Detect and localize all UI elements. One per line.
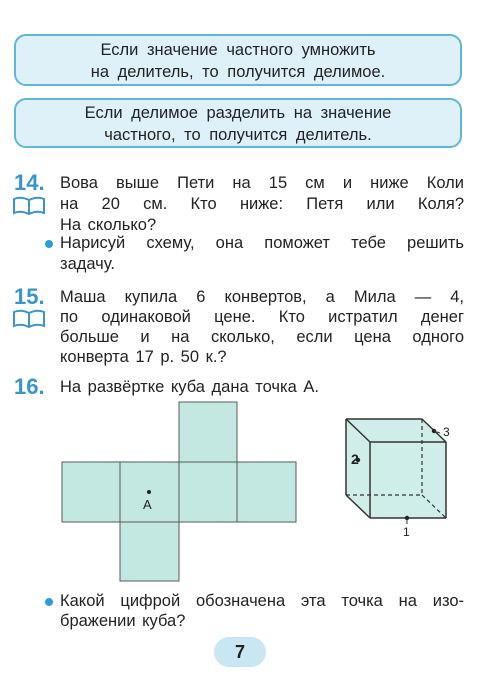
task-14-line-3: На сколько? [60,216,157,234]
task-16-number: 16. [14,374,45,399]
task-15-line-4: конверта 17 р. 50 к.? [60,348,227,366]
task-14-number: 14. [14,170,45,195]
cube-label-2: 2 [351,451,359,467]
task-16-question-line-1: Какой цифрой обозначена эта точка на изо- [60,592,464,610]
task-14-line-1: Вова выше Пети на 15 см и ниже Коли [60,174,464,192]
net-face-far-right [237,462,296,522]
cube-label-1: 1 [403,525,410,539]
task-15-number: 15. [14,284,45,309]
task-14-hint-line-2: задачу. [60,255,115,273]
net-point-label: А [143,497,152,512]
rule-1-line-1: Если значение частного умножить [100,41,376,59]
rule-2-line-1: Если делимое разделить на значение [84,104,392,122]
task-16-line-1: На развёртке куба дана точка А. [60,378,319,396]
net-point-a [147,490,151,494]
rule-1-line-2: на делитель, то получится делимое. [90,63,386,81]
task-16-question-line-2: бражении куба? [60,612,186,630]
task-15-line-3: больше и на сколько, если цена одного [60,328,464,346]
task-15-line-2: по одинаковой цене. Кто истратил денег [60,308,464,326]
page-number: 7 [234,642,245,662]
net-face-right [179,462,237,522]
net-face-left [62,462,120,522]
bullet-dot [45,598,53,606]
cube-label-3: 3 [443,425,450,439]
task-14-line-2: на 20 см. Кто ниже: Петя или Коля? [60,195,464,213]
task-15-line-1: Маша купила 6 конвертов, а Мила — 4, [60,288,464,306]
cube-drawing [346,419,446,524]
rule-2-line-2: частного, то получится делитель. [104,126,372,144]
net-face-top [179,402,237,462]
task-14-hint-line-1: Нарисуй схему, она поможет тебе решить [60,234,464,252]
net-face-bottom [120,522,179,581]
